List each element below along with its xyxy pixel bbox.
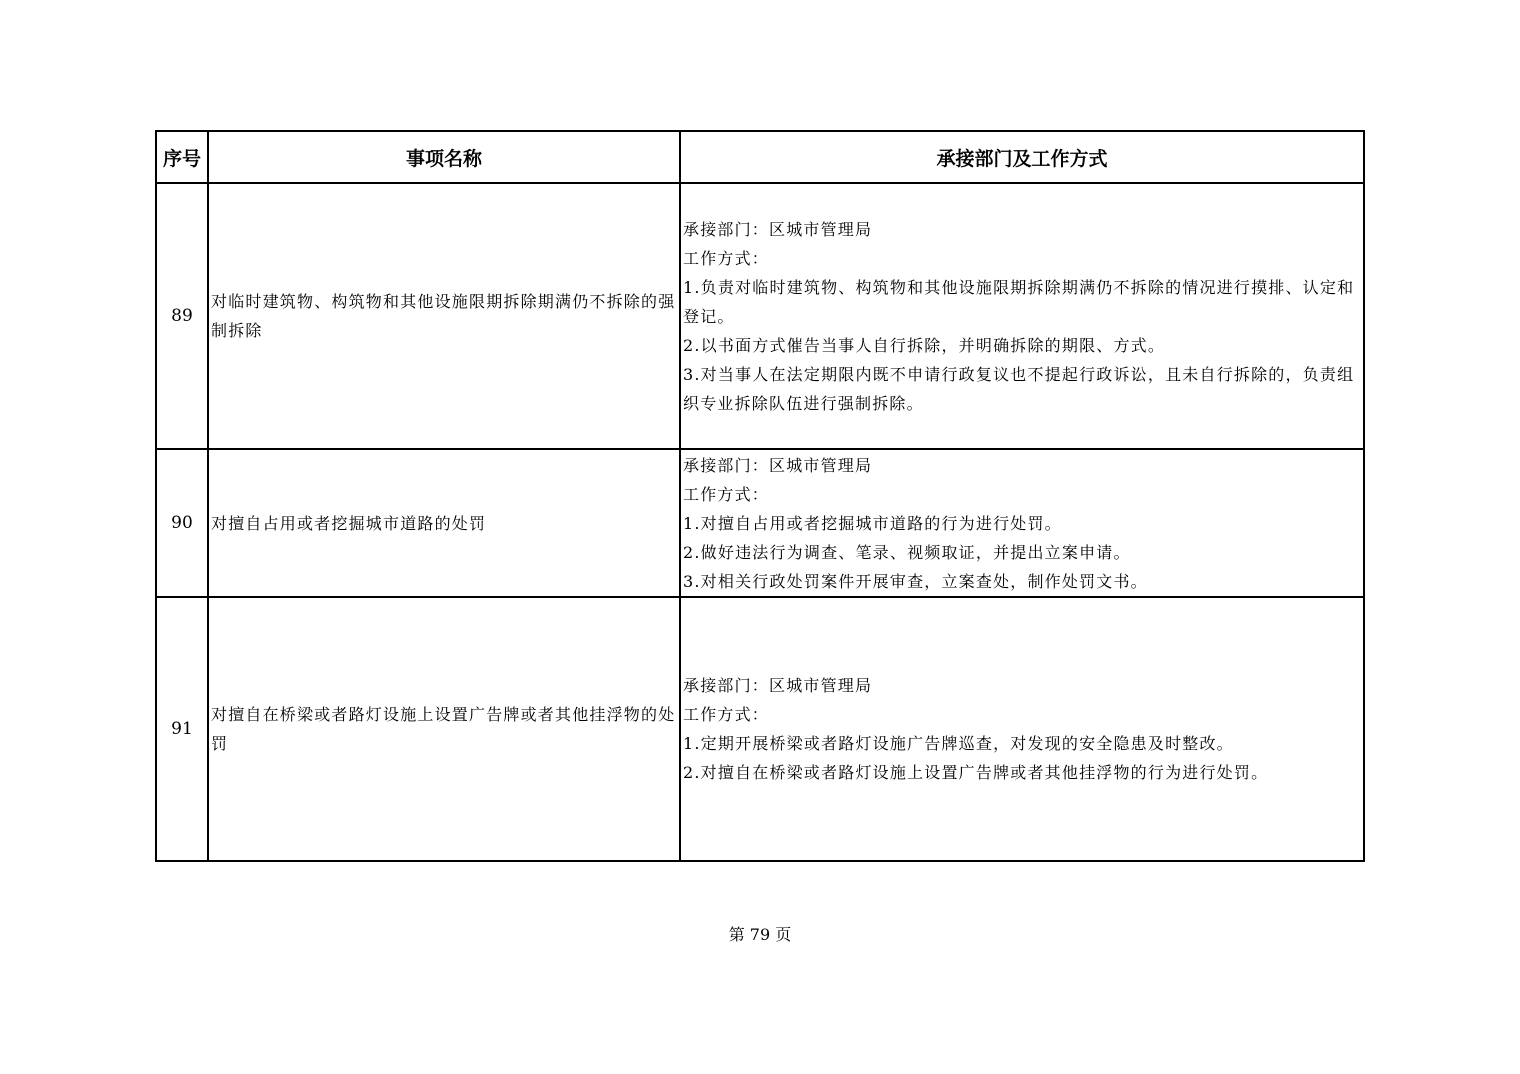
method-line: 3.对相关行政处罚案件开展审查，立案查处，制作处罚文书。 — [683, 571, 1148, 591]
row-method — [680, 183, 1364, 449]
row-name: 对擅自占用或者挖掘城市道路的处罚 — [208, 449, 680, 597]
row-num: 91 — [156, 597, 208, 861]
header-num: 序号 — [156, 131, 208, 183]
row-num: 89 — [156, 183, 208, 449]
row-name: 对擅自在桥梁或者路灯设施上设置广告牌或者其他挂浮物的处罚 — [208, 597, 680, 861]
method-line: 3.对当事人在法定期限内既不申请行政复议也不提起行政诉讼，且未自行拆除的，负责组织专业拆除队伍进行强制拆除。 — [683, 364, 1355, 413]
row-method — [680, 449, 1364, 597]
method-line: 承接部门：区城市管理局 — [683, 219, 873, 239]
method-line: 1.对擅自占用或者挖掘城市道路的行为进行处罚。 — [683, 513, 1062, 533]
table-row — [156, 597, 1364, 861]
method-line: 承接部门：区城市管理局 — [683, 455, 873, 475]
header-method: 承接部门及工作方式 — [680, 131, 1364, 183]
header-row — [156, 131, 1364, 183]
table-row — [156, 449, 1364, 597]
method-line: 承接部门：区城市管理局 — [683, 676, 873, 695]
header-name: 事项名称 — [208, 131, 680, 183]
items-table — [155, 130, 1365, 862]
table-row — [156, 183, 1364, 449]
page-number: 第 79 页 — [728, 925, 792, 944]
method-line: 1.定期开展桥梁或者路灯设施广告牌巡查，对发现的安全隐患及时整改。 — [683, 734, 1234, 753]
method-line: 2.以书面方式催告当事人自行拆除，并明确拆除的期限、方式。 — [683, 335, 1166, 355]
row-name: 对临时建筑物、构筑物和其他设施限期拆除期满仍不拆除的强制拆除 — [208, 183, 680, 449]
method-line: 工作方式： — [683, 484, 770, 504]
method-line: 2.对擅自在桥梁或者路灯设施上设置广告牌或者其他挂浮物的行为进行处罚。 — [683, 763, 1269, 782]
method-line: 工作方式： — [683, 248, 770, 268]
method-line: 2.做好违法行为调查、笔录、视频取证，并提出立案申请。 — [683, 542, 1131, 562]
row-num: 90 — [156, 449, 208, 597]
method-line: 工作方式： — [683, 705, 770, 724]
row-method — [680, 597, 1364, 861]
method-line: 1.负责对临时建筑物、构筑物和其他设施限期拆除期满仍不拆除的情况进行摸排、认定和登记。 — [683, 277, 1355, 326]
